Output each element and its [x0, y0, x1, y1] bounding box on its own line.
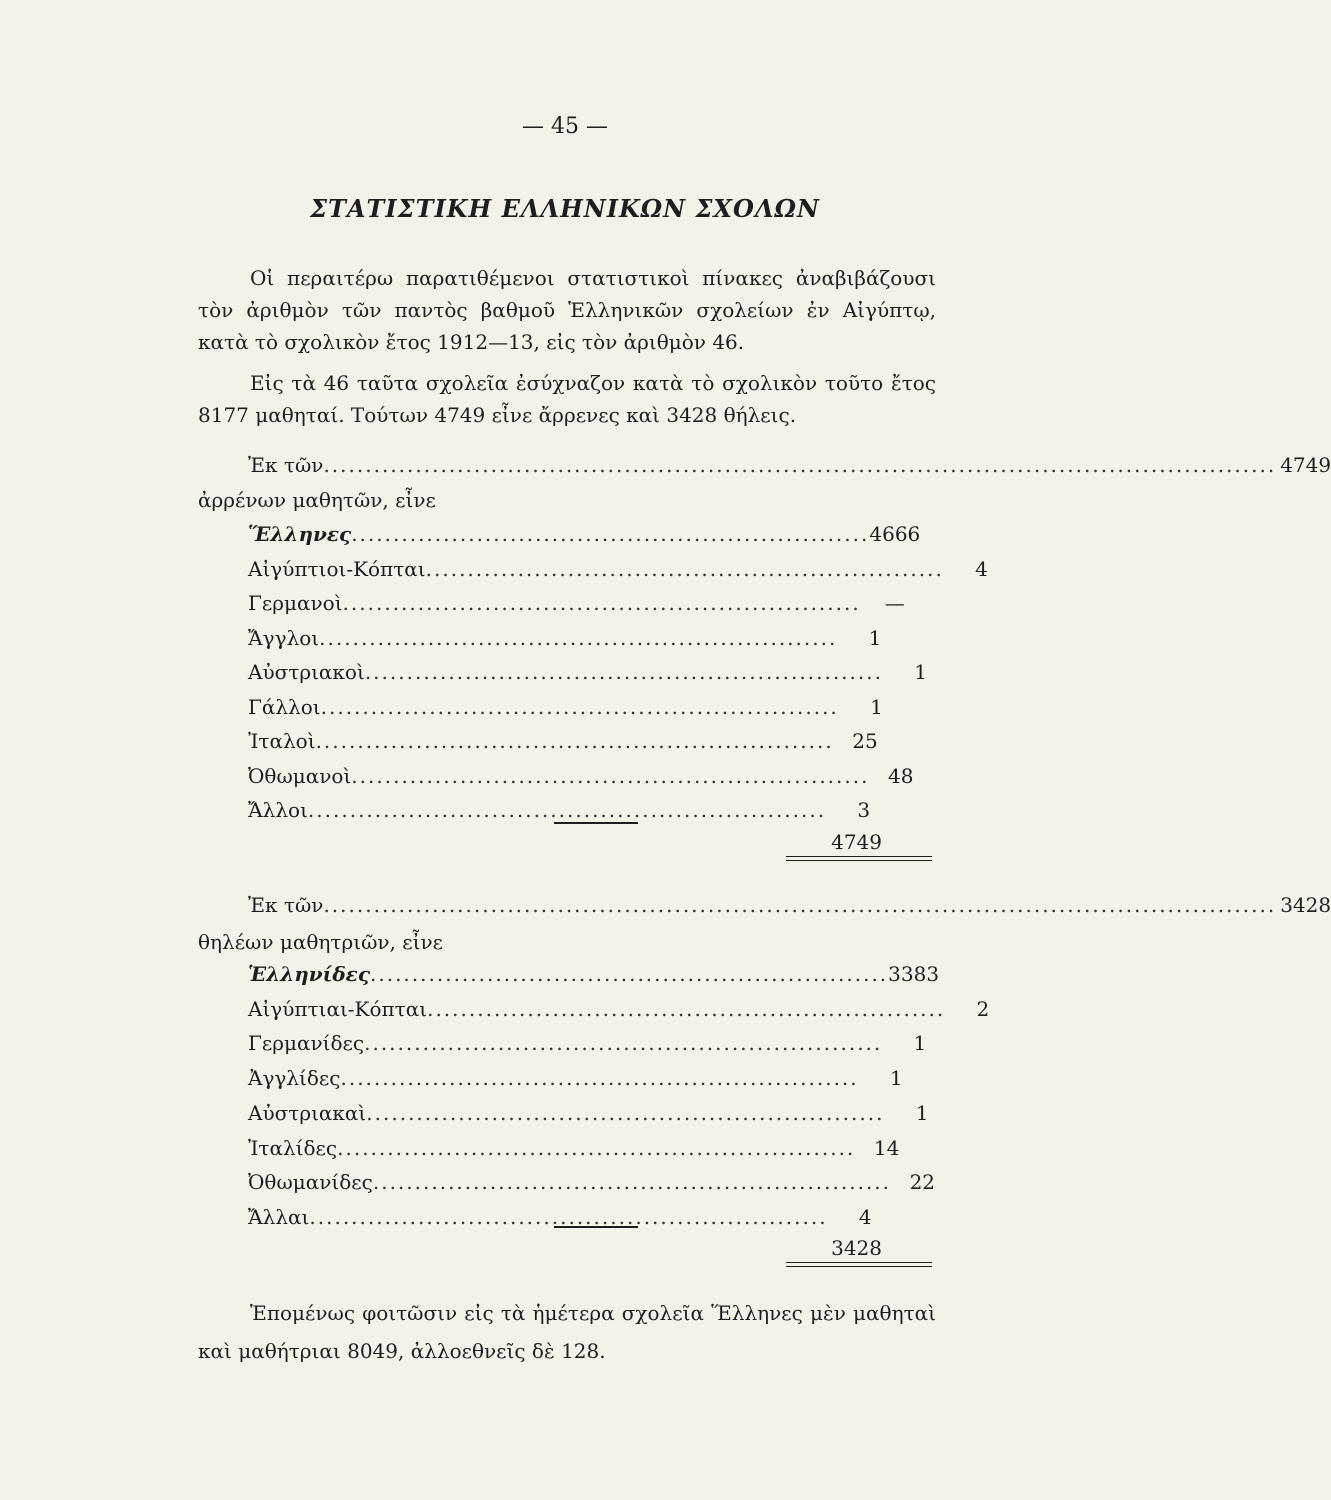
- males-row: [248, 763, 914, 788]
- males-row: [248, 591, 905, 615]
- page-number: — 45 —: [522, 114, 608, 139]
- males-row-label: Ἄγγλοι: [248, 625, 320, 650]
- males-row: [248, 729, 878, 753]
- females-row: [248, 1066, 903, 1091]
- females-sum-rule: [554, 1226, 638, 1228]
- females-row-label: Ὀθωμανίδες: [248, 1170, 373, 1195]
- males-row: [248, 694, 883, 719]
- females-row-value: 3383: [888, 962, 940, 986]
- leader-dots: ..............................................................: [427, 996, 946, 1021]
- females-row-value: 1: [915, 1100, 929, 1125]
- leader-dots: ..............................................................: [315, 729, 834, 753]
- females-row-label: Αὐστριακαὶ: [248, 1100, 367, 1125]
- females-row-label: Ἄλλαι: [248, 1204, 310, 1229]
- enrollment-paragraph: Εἰς τὰ 46 ταῦτα σχολεῖα ἐσύχναζον κατὰ τὸ σχολικὸν τοῦτο ἔτος 8177 μαθηταί. Τούτων 4749 εἶνε ἄρρενες καὶ 3428 θήλεις.: [198, 371, 936, 427]
- females-row-value: 4: [858, 1204, 872, 1229]
- males-row-label: Αἰγύπτιοι-Κόπται: [248, 556, 426, 581]
- males-sum-rule: [554, 822, 638, 824]
- leader-dots: ..............................................................: [372, 1170, 892, 1195]
- page-title: ΣΤΑΤΙΣΤΙΚΗ ΕΛΛΗΝΙΚΩΝ ΣΧΟΛΩΝ: [310, 194, 820, 223]
- males-row-value: 4: [975, 556, 988, 581]
- leader-dots: ..............................................................: [342, 591, 861, 615]
- males-row-value: 1: [870, 694, 883, 719]
- females-row-value: 22: [909, 1170, 936, 1195]
- females-row-label: Ἑλληνίδες: [248, 962, 370, 986]
- females-row: [248, 1031, 927, 1056]
- leader-dots: ..............................................................: [425, 556, 944, 581]
- females-row: [248, 996, 990, 1021]
- leader-dots: ..................................................................................................................: [323, 453, 1277, 477]
- females-row-value: 14: [873, 1135, 900, 1160]
- leader-dots: ..............................................................: [366, 1100, 885, 1125]
- females-total: 3428: [831, 1236, 882, 1260]
- males-row-value: 1: [914, 660, 927, 684]
- males-row-label: Αὐστριακοὶ: [248, 660, 365, 684]
- leader-dots: ..............................................................: [370, 962, 889, 986]
- females-row-value: 2: [976, 996, 990, 1021]
- males-row-label: Ἄλλοι: [248, 798, 308, 822]
- intro-paragraph: Οἱ περαιτέρω παρατιθέμενοι στατιστικοὶ πίνακες ἀναβιβάζουσι τὸν ἀριθμὸν τῶν παντὸς βαθμοῦ Ἑλληνικῶν σχολείων ἐν Αἰγύπτῳ, κατὰ τὸ σχολικὸν ἔτος 1912—13, εἰς τὸν ἀριθμὸν 46.: [198, 266, 936, 354]
- males-total: 4749: [831, 830, 882, 854]
- males-row-value: 48: [888, 763, 914, 788]
- leader-dots: ..............................................................: [309, 1204, 828, 1229]
- leader-dots: ..............................................................: [320, 694, 839, 719]
- leader-dots: ..............................................................: [307, 798, 827, 822]
- conclusion-paragraph: Ἑπομένως φοιτῶσιν εἰς τὰ ἡμέτερα σχολεῖα Ἕλληνες μὲν μαθηταὶ καὶ μαθήτριαι 8049, ἀλλοεθνεῖς δὲ 128.: [198, 1301, 936, 1363]
- females-row: [248, 1135, 900, 1160]
- females-row: [248, 962, 940, 986]
- females-row-value: 1: [913, 1031, 927, 1056]
- females-row-label: Ἰταλίδες: [248, 1135, 338, 1160]
- males-intro-total: 4749: [1280, 453, 1331, 477]
- leader-dots: ..............................................................: [351, 522, 870, 546]
- males-row-label: Γάλλοι: [248, 694, 321, 719]
- females-intro-label: Ἐκ τῶν: [248, 893, 324, 917]
- females-intro-total: 3428: [1280, 893, 1331, 917]
- females-row-label: Αἰγύπτιαι-Κόπται: [248, 996, 428, 1021]
- females-row-label: Ἀγγλίδες: [248, 1066, 341, 1091]
- leader-dots: ..............................................................: [340, 1066, 859, 1091]
- males-row: [248, 625, 882, 650]
- females-row-value: 1: [889, 1066, 903, 1091]
- leader-dots: ..............................................................: [337, 1135, 856, 1160]
- males-intro-line: [248, 453, 1331, 477]
- males-row-value: 4666: [869, 522, 921, 546]
- leader-dots: ..............................................................: [364, 660, 883, 684]
- males-row-value: 3: [857, 798, 871, 822]
- females-total-double-rule: [786, 1262, 932, 1267]
- females-intro-line: [248, 893, 1331, 917]
- males-row-value: 25: [852, 729, 878, 753]
- males-row-value: —: [884, 591, 905, 615]
- females-row-label: Γερμανίδες: [248, 1031, 365, 1056]
- males-row-label: Ἰταλοὶ: [248, 729, 316, 753]
- males-row: [248, 798, 871, 822]
- males-row-label: Γερμανοὶ: [248, 591, 343, 615]
- leader-dots: ..............................................................: [351, 763, 870, 788]
- males-row-value: 1: [868, 625, 882, 650]
- females-row: [248, 1100, 929, 1125]
- leader-dots: ..............................................................: [319, 625, 838, 650]
- leader-dots: ..............................................................: [364, 1031, 883, 1056]
- females-intro-sub: θηλέων μαθητριῶν, εἶνε: [198, 930, 443, 954]
- males-total-double-rule: [786, 856, 932, 861]
- males-row-label: Ὀθωμανοὶ: [248, 763, 352, 788]
- leader-dots: ..................................................................................................................: [323, 893, 1277, 917]
- males-row: [248, 660, 927, 684]
- males-row: [248, 556, 988, 581]
- females-row: [248, 1204, 872, 1229]
- males-row-label: Ἕλληνες: [248, 522, 352, 546]
- males-row: [248, 522, 921, 546]
- males-intro-sub: ἀρρένων μαθητῶν, εἶνε: [198, 488, 436, 512]
- females-row: [248, 1170, 936, 1195]
- males-intro-label: Ἐκ τῶν: [248, 453, 324, 477]
